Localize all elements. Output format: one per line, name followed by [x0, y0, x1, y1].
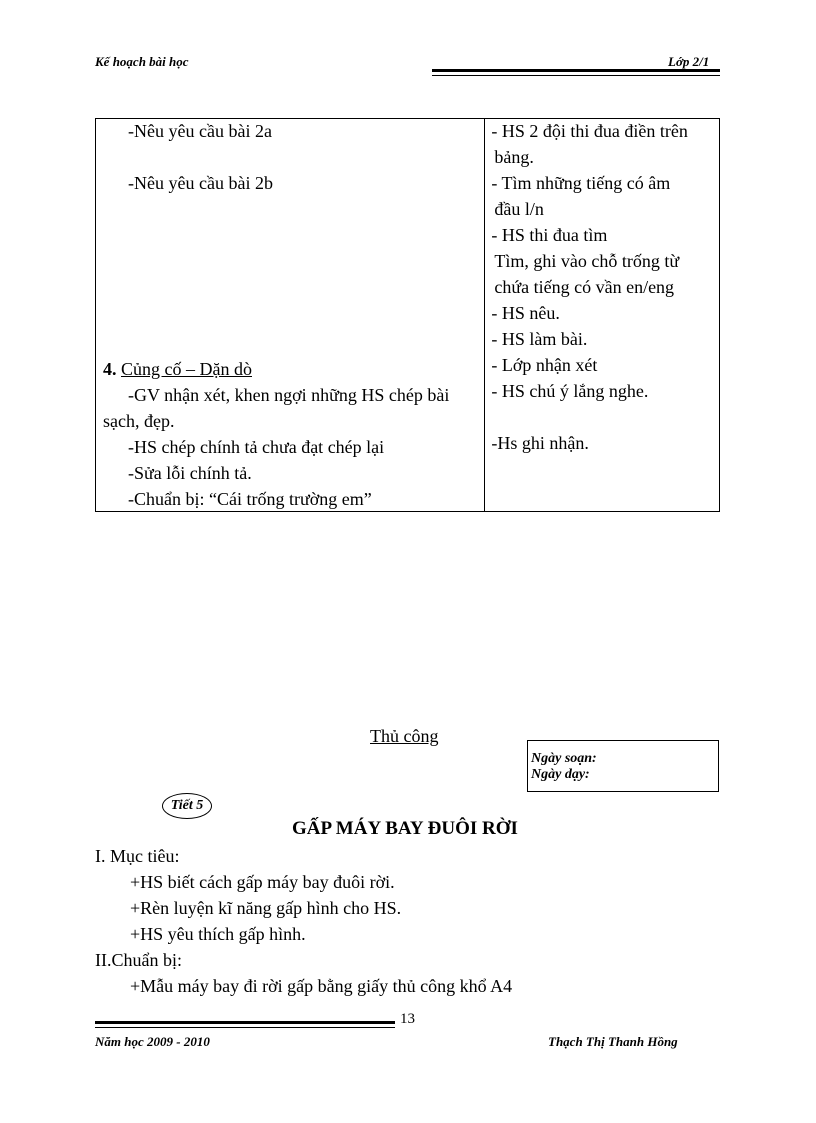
- table-line: - HS 2 đội thi đua điền trên: [491, 121, 688, 141]
- header-rule-thin: [432, 75, 720, 76]
- section-title: Củng cố – Dặn dò: [121, 359, 252, 379]
- date-taught-label: Ngày dạy:: [531, 767, 590, 782]
- table-line: sạch, đẹp.: [103, 411, 175, 431]
- table-line: -Nêu yêu cầu bài 2b: [128, 173, 273, 193]
- table-right-cell: [485, 119, 720, 512]
- preparation-item: +Mẫu máy bay đi rời gấp bằng giấy thủ công khổ A4: [130, 976, 513, 996]
- section-heading: [103, 359, 252, 380]
- footer-right-text: Thạch Thị Thanh Hồng: [548, 1034, 678, 1049]
- lesson-title: GẤP MÁY BAY ĐUÔI RỜI: [292, 818, 518, 839]
- date-box: [527, 740, 719, 792]
- table-line: - HS thi đua tìm: [491, 225, 608, 245]
- page-number: 13: [400, 1011, 415, 1027]
- table-line: - Lớp nhận xét: [491, 355, 598, 375]
- table-line: chứa tiếng có vần en/eng: [494, 277, 675, 297]
- table-left-cell: [96, 119, 485, 512]
- table-line: -HS chép chính tả chưa đạt chép lại: [128, 437, 385, 457]
- table-line: đầu l/n: [494, 199, 544, 219]
- objective-item: +Rèn luyện kĩ năng gấp hình cho HS.: [130, 898, 402, 918]
- table-line: -Chuẩn bị: “Cái trống trường em”: [128, 489, 372, 509]
- header-left-text: Kế hoạch bài học: [95, 54, 189, 69]
- header-right-text: Lớp 2/1: [668, 54, 710, 69]
- objective-item: +HS yêu thích gấp hình.: [130, 924, 306, 944]
- table-line: Tìm, ghi vào chỗ trống từ: [494, 251, 680, 271]
- header-rule-thick: [432, 69, 720, 72]
- table-line: - HS chú ý lắng nghe.: [491, 381, 649, 401]
- section-preparation-title: II.Chuẩn bị:: [95, 950, 182, 970]
- table-line: - HS nêu.: [491, 303, 560, 323]
- table-line: - Tìm những tiếng có âm: [491, 173, 671, 193]
- table-line: -Sửa lỗi chính tả.: [128, 463, 252, 483]
- subject-title: Thủ công: [370, 726, 439, 746]
- table-line: -Hs ghi nhận.: [491, 433, 589, 453]
- section-number: 4.: [103, 359, 121, 379]
- footer-left-text: Năm học 2009 - 2010: [95, 1034, 210, 1049]
- objective-item: +HS biết cách gấp máy bay đuôi rời.: [130, 872, 395, 892]
- table-line: bảng.: [494, 147, 534, 167]
- lesson-table: [95, 118, 720, 512]
- date-prepared-label: Ngày soạn:: [531, 751, 597, 766]
- table-line: -Nêu yêu cầu bài 2a: [128, 121, 272, 141]
- footer-rule-thin: [95, 1027, 395, 1028]
- period-badge: Tiết 5: [162, 793, 212, 819]
- table-line: - HS làm bài.: [491, 329, 588, 349]
- footer-rule-thick: [95, 1021, 395, 1024]
- table-line: -GV nhận xét, khen ngợi những HS chép bài: [128, 385, 450, 405]
- section-objectives-title: I. Mục tiêu:: [95, 846, 180, 866]
